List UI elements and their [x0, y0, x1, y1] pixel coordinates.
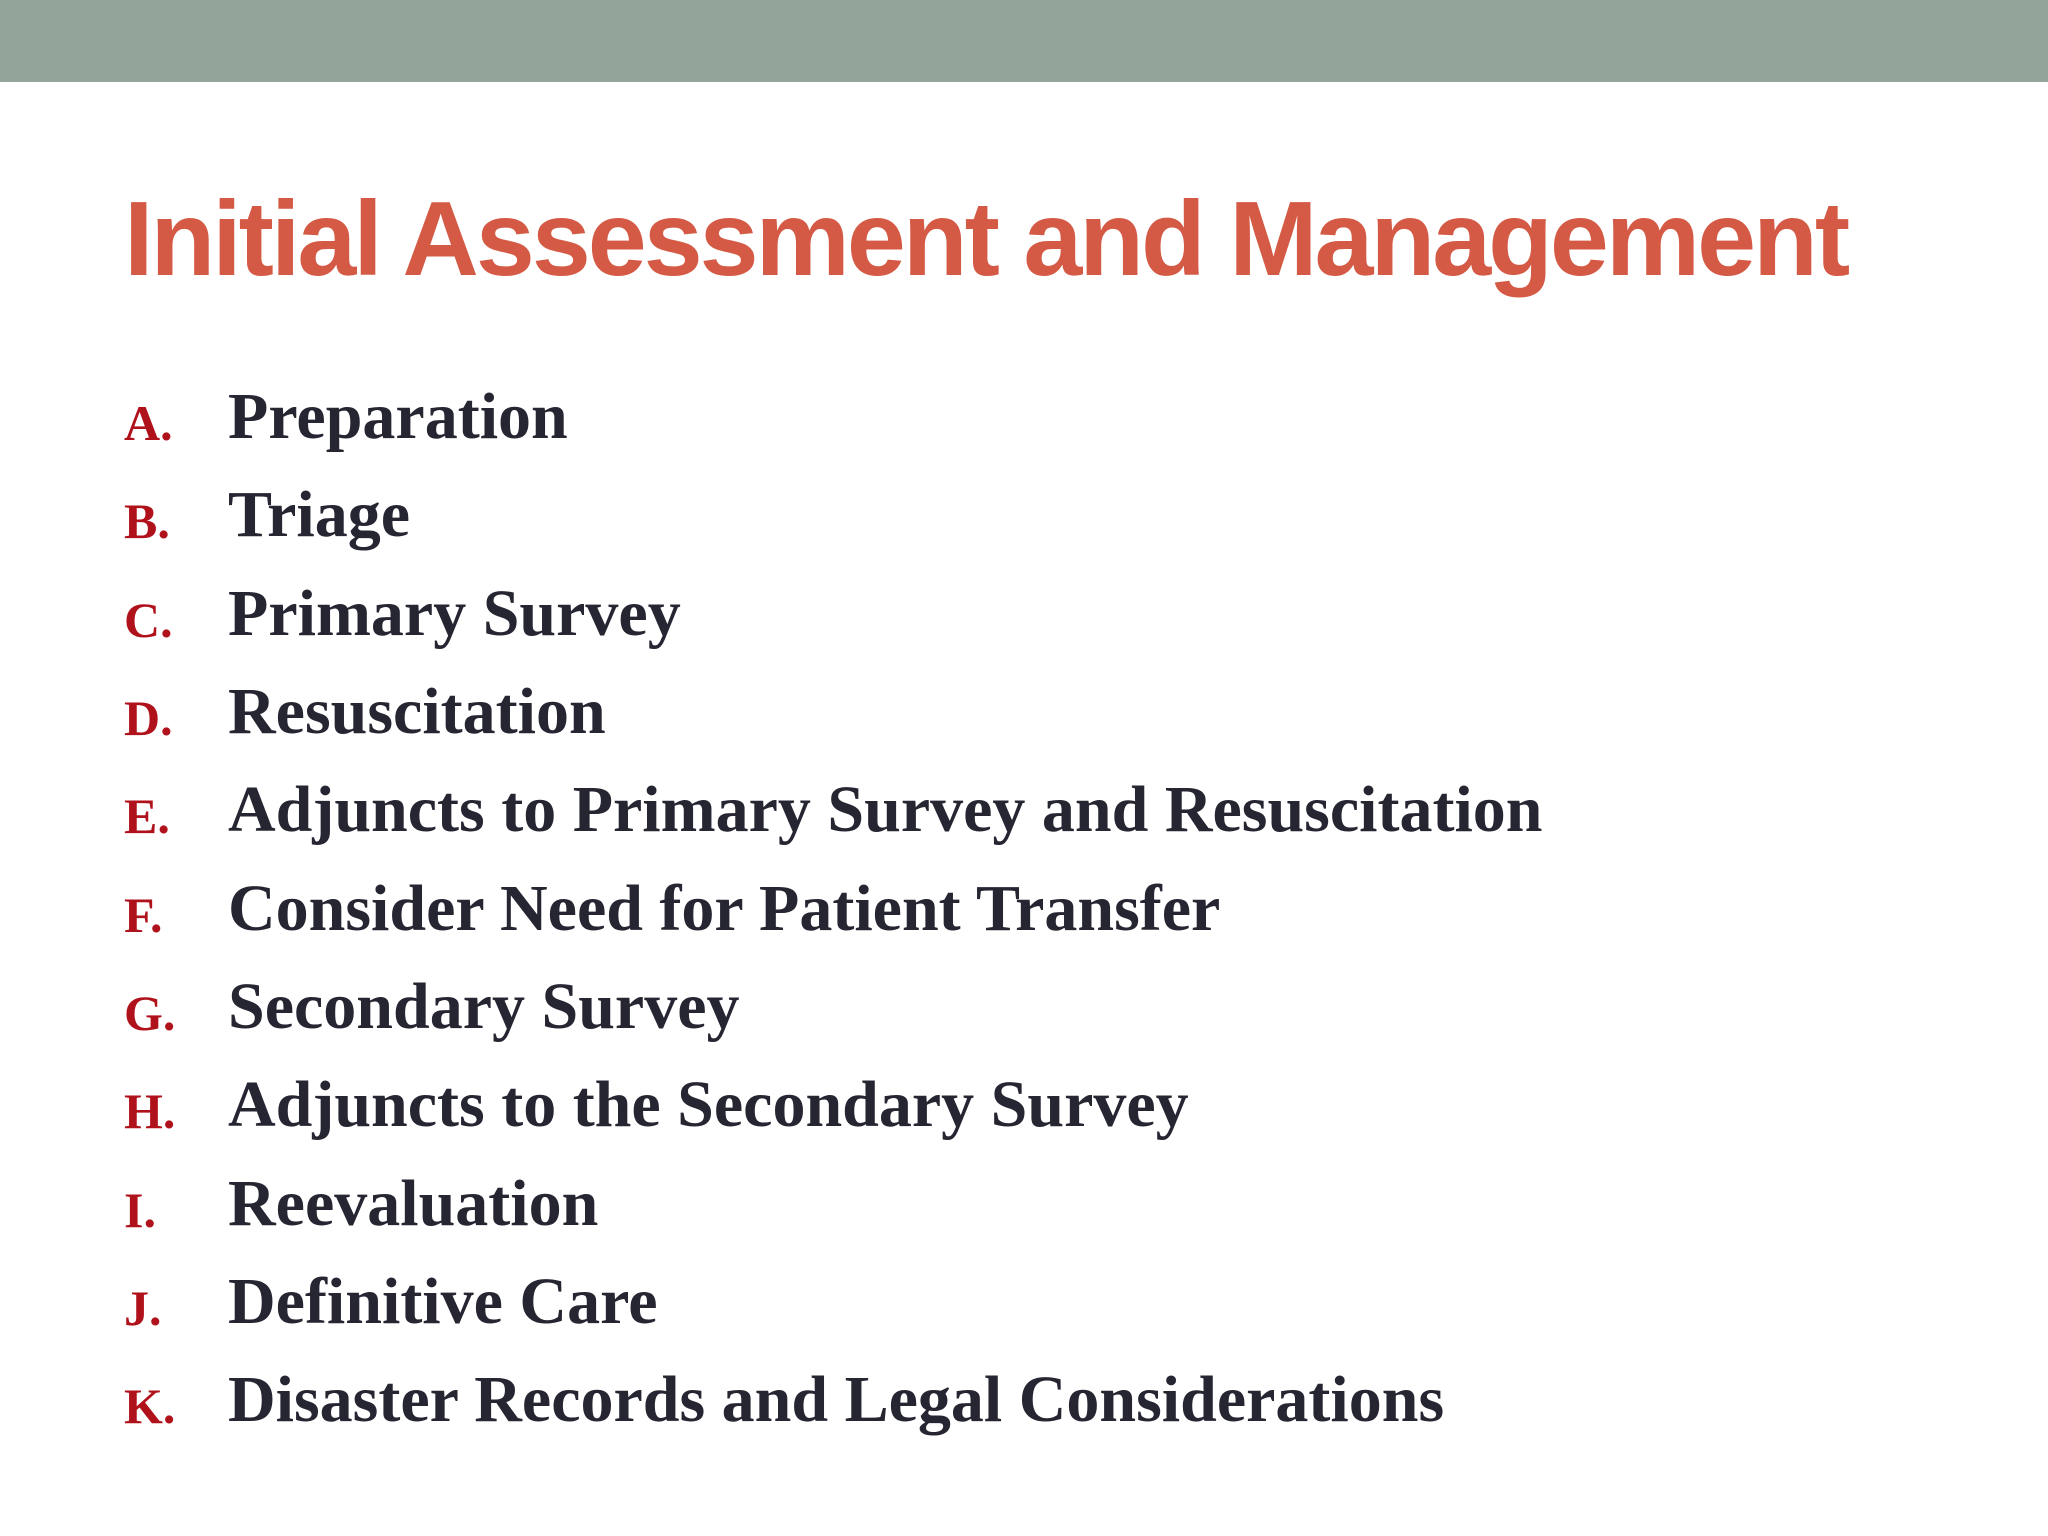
- outline-list: [124, 368, 1543, 1449]
- list-marker: J.: [124, 1279, 162, 1336]
- list-item-text: Adjuncts to Primary Survey and Resuscitation: [228, 773, 1543, 847]
- list-item: [124, 1351, 1543, 1449]
- list-item: [124, 663, 1543, 761]
- slide-title: Initial Assessment and Management: [124, 180, 1848, 298]
- list-item-text: Secondary Survey: [228, 969, 740, 1043]
- list-item: [124, 1253, 1543, 1351]
- list-item: [124, 1056, 1543, 1154]
- list-item-text: Disaster Records and Legal Considerations: [228, 1363, 1445, 1437]
- list-item-text: Resuscitation: [228, 675, 606, 749]
- list-item-text: Consider Need for Patient Transfer: [228, 871, 1221, 945]
- list-item-text: Preparation: [228, 380, 568, 454]
- list-marker: H.: [124, 1083, 176, 1140]
- list-marker: F.: [124, 886, 163, 943]
- list-marker: A.: [124, 395, 173, 452]
- list-marker: D.: [124, 690, 173, 747]
- list-item-text: Adjuncts to the Secondary Survey: [228, 1068, 1189, 1142]
- list-marker: B.: [124, 493, 170, 550]
- list-item: [124, 466, 1543, 564]
- list-item: [124, 761, 1543, 859]
- list-marker: I.: [124, 1181, 156, 1238]
- list-item-text: Primary Survey: [228, 576, 681, 650]
- list-marker: E.: [124, 788, 170, 845]
- list-item-text: Triage: [228, 478, 411, 552]
- list-item: [124, 859, 1543, 957]
- list-item: [124, 565, 1543, 663]
- list-item: [124, 1154, 1543, 1252]
- list-marker: K.: [124, 1378, 176, 1435]
- list-item-text: Reevaluation: [228, 1166, 599, 1240]
- list-marker: G.: [124, 984, 176, 1041]
- list-item-text: Definitive Care: [228, 1264, 658, 1338]
- list-item: [124, 368, 1543, 466]
- list-item: [124, 958, 1543, 1056]
- list-marker: C.: [124, 591, 173, 648]
- top-accent-bar: [0, 0, 2048, 82]
